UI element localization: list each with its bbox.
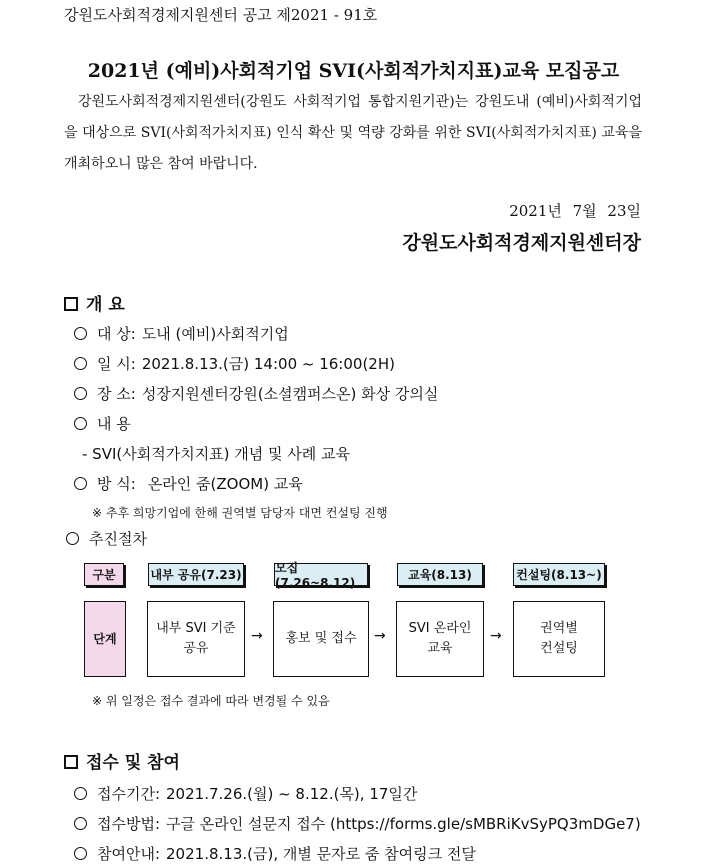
item-label: 일 시: bbox=[97, 355, 136, 373]
item-label: 내 용 bbox=[97, 415, 131, 433]
circle-bullet-icon bbox=[74, 847, 87, 860]
item-value: 2021.7.26.(월) ~ 8.12.(목), 17일간 bbox=[166, 785, 418, 803]
overview-target bbox=[74, 323, 289, 344]
issue-date: 2021년 7월 23일 bbox=[509, 202, 641, 220]
overview-heading-text: 개 요 bbox=[86, 295, 125, 315]
application-heading-text: 접수 및 참여 bbox=[86, 753, 180, 773]
square-bullet-icon bbox=[64, 755, 78, 769]
flow-stage: 권역별 컨설팅 bbox=[513, 601, 605, 677]
circle-bullet-icon bbox=[74, 787, 87, 800]
overview-method bbox=[74, 473, 303, 494]
content-detail: - SVI(사회적가치지표) 개념 및 사례 교육 bbox=[82, 445, 351, 463]
method-note: ※ 추후 희망기업에 한해 권역별 담당자 대면 컨설팅 진행 bbox=[92, 506, 388, 520]
application-guide bbox=[74, 843, 476, 864]
flow-row-header: 구분 bbox=[84, 563, 124, 586]
arrow-right-icon: → bbox=[374, 628, 386, 644]
circle-bullet-icon bbox=[74, 417, 87, 430]
document-title: 2021년 (예비)사회적기업 SVI(사회적가치지표)교육 모집공고 bbox=[87, 60, 620, 82]
flow-row-stage: 단계 bbox=[84, 601, 126, 677]
flow-stage: 홍보 및 접수 bbox=[273, 601, 369, 677]
process-title bbox=[66, 528, 147, 549]
application-heading bbox=[64, 748, 180, 773]
item-label: 참여안내: bbox=[97, 845, 161, 863]
circle-bullet-icon bbox=[74, 357, 87, 370]
flow-phase: 교육(8.13) bbox=[397, 563, 483, 586]
flow-phase: 컨설팅(8.13~) bbox=[513, 563, 605, 586]
process-title-text: 추진절차 bbox=[89, 530, 147, 548]
notice-number: 강원도사회적경제지원센터 공고 제2021 - 91호 bbox=[64, 6, 378, 24]
flow-note: ※ 위 일정은 접수 결과에 따라 변경될 수 있음 bbox=[92, 694, 330, 708]
item-value: 2021.8.13.(금), 개별 문자로 줌 참여링크 전달 bbox=[166, 845, 476, 863]
item-value: 도내 (예비)사회적기업 bbox=[141, 325, 289, 343]
overview-venue bbox=[74, 383, 438, 404]
application-method bbox=[74, 813, 641, 834]
item-value[interactable]: 구글 온라인 설문지 접수 (https://forms.gle/sMBRiKvSyPQ3mDGe7) bbox=[166, 815, 641, 833]
flow-phase: 내부 공유(7.23) bbox=[148, 563, 244, 586]
item-label: 방 식: bbox=[97, 475, 136, 493]
circle-bullet-icon bbox=[74, 387, 87, 400]
item-value: 2021.8.13.(금) 14:00 ~ 16:00(2H) bbox=[141, 355, 395, 373]
overview-content bbox=[74, 413, 131, 434]
item-label: 접수기간: bbox=[97, 785, 161, 803]
flow-stage: 내부 SVI 기준 공유 bbox=[147, 601, 245, 677]
item-label: 접수방법: bbox=[97, 815, 161, 833]
item-label: 대 상: bbox=[97, 325, 136, 343]
square-bullet-icon bbox=[64, 297, 78, 311]
overview-schedule bbox=[74, 353, 395, 374]
intro-paragraph: 강원도사회적경제지원센터(강원도 사회적기업 통합지원기관)는 강원도내 (예비)사회적기업을 대상으로 SVI(사회적가치지표) 인식 확산 및 역량 강화를 위한 SVI(사회적가치지표) 교육을 개최하오니 많은 참여 바랍니다. bbox=[64, 94, 642, 172]
item-value: 온라인 줌(ZOOM) 교육 bbox=[147, 475, 303, 493]
circle-bullet-icon bbox=[74, 817, 87, 830]
flow-stage: SVI 온라인 교육 bbox=[396, 601, 484, 677]
item-value: 성장지원센터강원(소셜캠퍼스온) 화상 강의실 bbox=[141, 385, 439, 403]
circle-bullet-icon bbox=[66, 532, 79, 545]
circle-bullet-icon bbox=[74, 327, 87, 340]
arrow-right-icon: → bbox=[251, 628, 263, 644]
item-label: 장 소: bbox=[97, 385, 136, 403]
application-period bbox=[74, 783, 417, 804]
issuer: 강원도사회적경제지원센터장 bbox=[402, 232, 641, 254]
flow-phase: 모집(7.26~8.12) bbox=[274, 563, 368, 586]
circle-bullet-icon bbox=[74, 477, 87, 490]
arrow-right-icon: → bbox=[490, 628, 502, 644]
overview-heading bbox=[64, 290, 125, 315]
